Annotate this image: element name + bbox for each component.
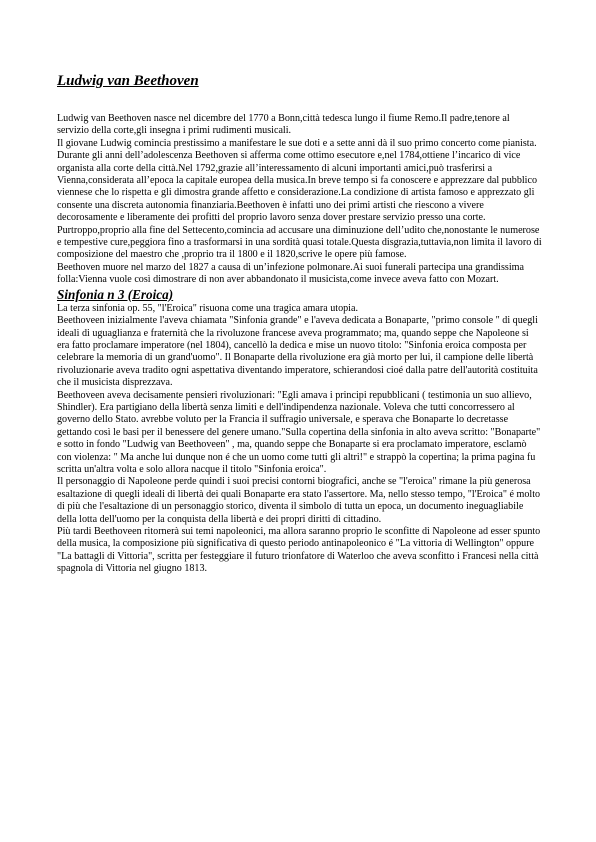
- symphony-paragraph: Beethoveen aveva decisamente pensieri rivoluzionari: "Egli amava i principi repubblicani ( testimonia un suo allievo, Shindler). Era partigiano della libertà senza limiti e dell'indipendenza nazionale. Voleva che tutti concorressero al governo dello Stato. avrebbe voluto per la Francia il suffragio universale, e sperava che Bonaparte lo decretasse gettando così le basi per il benessere del genere umano."Sulla copertina della sinfonia in alto aveva scritto: "Bonaparte" e sotto in fondo "Ludwig van Beethoveen" , ma, quando seppe che Bonaparte si era proclamato imperatore, esclamò con violenza: " Ma anche lui dunque non é che un uomo come tutti gli altri!" e strappò la copertina; la prima pagina fu scritta un'altra volta e solo allora nacque il titolo "Sinfonia eroica".: [57, 389, 541, 475]
- document-page: [57, 62, 543, 576]
- biography-paragraph: Purtroppo,proprio alla fine del Settecento,comincia ad accusare una diminuzione dell’udito che,nonostante le numerose e tempestive cure,peggiora fino a trasformarsi in una sordità quasi totale.Questa disgrazia,tuttavia,non limita il lavoro di composizione del maestro che ,proprio tra il 1800 e il 1820,scrive le opere più famose.: [57, 224, 542, 261]
- section-title: Sinfonia n 3 (Eroica): [57, 286, 174, 302]
- document-title: Ludwig van Beethoven: [57, 73, 199, 89]
- biography-paragraph: Durante gli anni dell’adolescenza Beethoven si afferma come ottimo esecutore e,nel 1784,ottiene l’incarico di vice organista alla corte della città.Nel 1792,grazie all’interessamento di alcuni importanti amici,può trasferirsi a Vienna,considerata all’epoca la capitale europea della musica.In breve tempo si fa conoscere e apprezzare dal pubblico viennese che lo rispetta e gli dimostra grande affetto e considerazione.La condizione di artista famoso e apprezzato gli consente una discreta autonomia finanziaria.Beethoven è infatti uno dei primi artisti che riescono a vivere decorosamente e liberamente dei profitti del proprio lavoro senza dover prestare servizio presso una corte.: [57, 150, 538, 224]
- biography-paragraph: Il giovane Ludwig comincia prestissimo a manifestare le sue doti e a sette anni dà il suo primo concerto come pianista.: [57, 137, 537, 149]
- spacer: [57, 100, 543, 113]
- symphony-paragraph: Beethoveen inizialmente l'aveva chiamata "Sinfonia grande" e l'aveva dedicata a Bonaparte, "primo console " di quegli ideali di uguaglianza e fraternità che la rivoluzone francese aveva programmato; ma, quando seppe che Napoleone si era fatto proclamare imperatore (nel 1804), cancellò la dedica e mise un nuovo titolo: "Sinfonia eroica composta per celebrare la memoria di un grand'uomo". Il Bonaparte della rivoluzione era già morto per lui, il campione delle libertà rivoluzionarie aveva tradito ogni aspettativa diventando imperatore, schierandosi cioé dalla patre dell'autorità costituita che il musicista disprezzava.: [57, 315, 538, 389]
- biography-paragraph: Beethoven muore nel marzo del 1827 a causa di un’infezione polmonare.Ai suoi funerali partecipa una grandissima folla:Vienna vuole così dimostrare di non aver abbandonato il musicista,come invece aveva fatto con Mozart.: [57, 261, 524, 286]
- symphony-paragraph: La terza sinfonia op. 55, "l'Eroica" risuona come una tragica amara utopia.: [57, 302, 358, 314]
- symphony-paragraph: Il personaggio di Napoleone perde quindi i suoi precisi contorni biografici, anche se "l'eroica" rimane la più generosa esaltazione di quegli ideali di libertà dei quali Bonaparte era stato l'assertore. Ma, nello stesso tempo, "l'Eroica" é molto di più che l'esaltazione di un personaggio storico, diventa il simbolo di tutta un epoca, un documento ineguagliabile della lotta dell'uomo per la conquista della libertà e dei propri diritti di cittadino.: [57, 476, 541, 525]
- symphony-paragraph: Più tardi Beethoveen ritornerà sui temi napoleonici, ma allora saranno proprio le sconfitte di Napoleone ad esser spunto della musica, la composizione più significativa di questo periodo antinapoleonico é "La vittoria di Wellington" oppure "La battagli di Vittoria", scritta per festeggiare il futuro trionfatore di Waterloo che aveva sconfitto i Francesi nella città spagnola di Vittoria nel giugno 1813.: [57, 526, 541, 575]
- biography-paragraph: Ludwig van Beethoven nasce nel dicembre del 1770 a Bonn,città tedesca lungo il fiume Remo.Il padre,tenore al servizio della corte,gli insegna i primi rudimenti musicali.: [57, 113, 510, 137]
